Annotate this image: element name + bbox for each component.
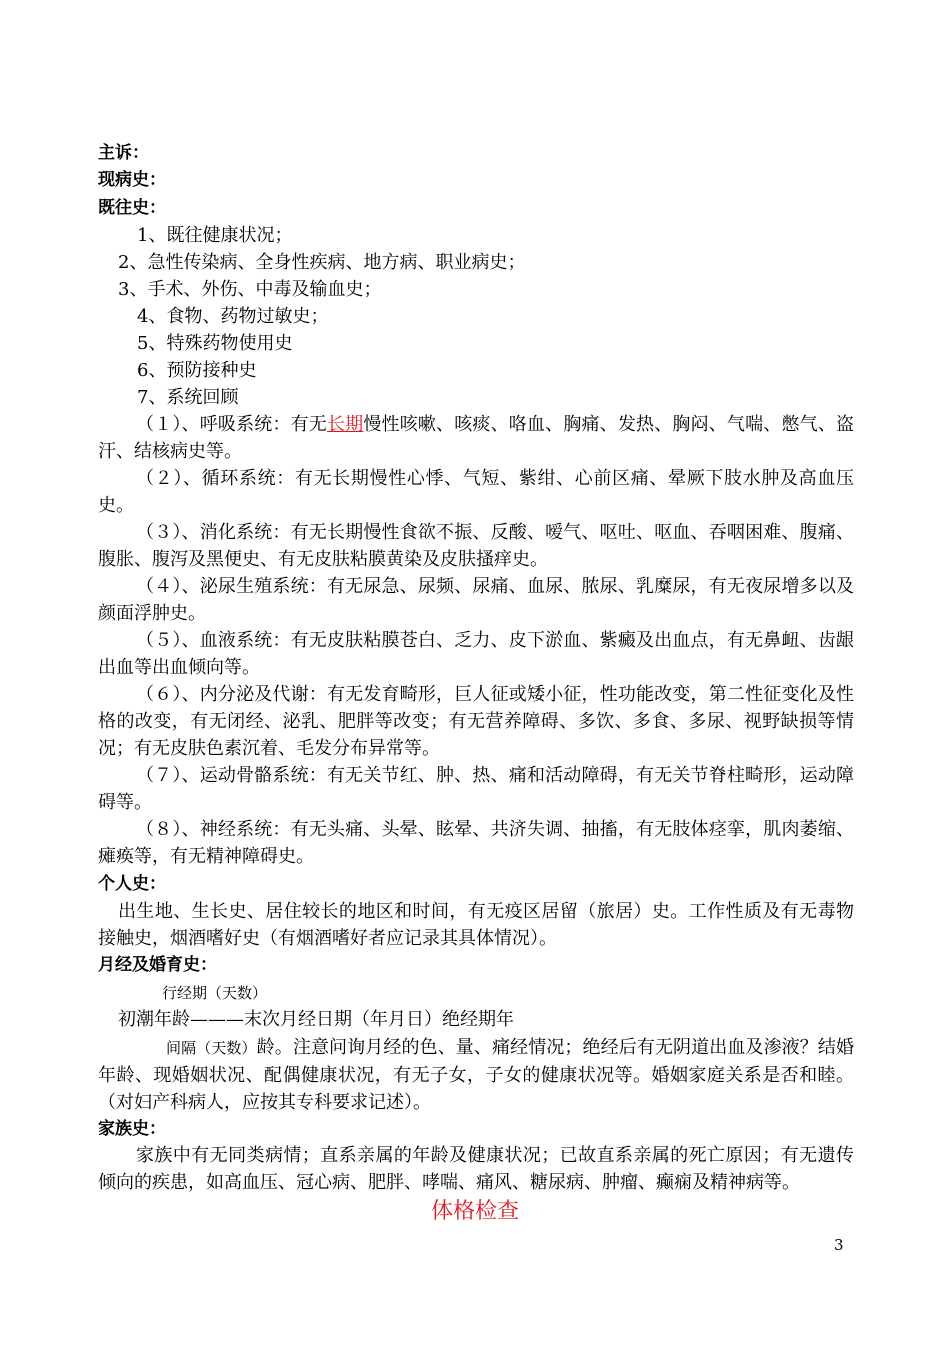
menstrual-formula: 初潮年龄———末次月经日期（年月日）绝经期年: [118, 1009, 514, 1030]
menstrual-text: 龄。注意问询月经的色、量、痛经情况；绝经后有无阴道出血及渗液？结婚年龄、现婚姻状况、配偶健康状况，有无子女，子女的健康状况等。婚姻家庭关系是否和睦。（对妇产科病人，应按其专科要求记述）。: [98, 1037, 854, 1113]
past-item-5: 5、特殊药物使用史: [137, 333, 293, 354]
past-item-4: 4、食物、药物过敏史；: [137, 306, 329, 327]
highlight-long-term: 长期: [326, 414, 364, 435]
heading-past-history: 既往史：: [98, 198, 166, 218]
family-history-text: 家族中有无同类病情；直系亲属的年龄及健康状况；已故直系亲属的死亡原因；有无遗传倾向的疾患，如高血压、冠心病、肥胖、哮喘、痛风、糖尿病、肿瘤、癫痫及精神病等。: [98, 1145, 854, 1193]
personal-history-text: 出生地、生长史、居住较长的地区和时间，有无疫区居留（旅居）史。工作性质及有无毒物接触史，烟酒嗜好史（有烟酒嗜好者应记录其具体情况）。: [98, 901, 854, 949]
section-title-physical-exam: 体格检查: [430, 1199, 519, 1224]
menstrual-interval-label: 间隔（天数）: [166, 1039, 257, 1057]
menstrual-period-label: 行经期（天数）: [162, 984, 268, 1002]
system-digestive: （３）、消化系统：有无长期慢性食欲不振、反酸、嗳气、呕吐、呕血、吞咽困难、腹痛、腹胀、腹泻及黑便史、有无皮肤粘膜黄染及皮肤搔痒史。: [98, 522, 854, 570]
past-item-2: 2、急性传染病、全身性疾病、地方病、职业病史；: [118, 252, 526, 273]
system-circulatory: （２）、循环系统：有无长期慢性心悸、气短、紫绀、心前区痛、晕厥下肢水肿及高血压史。: [98, 468, 854, 516]
heading-personal-history: 个人史：: [98, 874, 166, 894]
heading-present-illness: 现病史：: [98, 170, 166, 190]
past-item-6: 6、预防接种史: [137, 360, 257, 381]
past-item-7: 7、系统回顾: [137, 387, 239, 408]
past-item-3: 3、手术、外伤、中毒及输血史；: [118, 279, 382, 300]
system-nervous: （８）、神经系统：有无头痛、头晕、眩晕、共济失调、抽搐，有无肢体痉挛，肌肉萎缩、瘫痪等，有无精神障碍史。: [98, 819, 854, 867]
heading-menstrual-marital: 月经及婚育史：: [98, 955, 217, 975]
system-respiratory: [98, 411, 854, 465]
heading-family-history: 家族史：: [98, 1119, 166, 1139]
page-number: 3: [834, 1236, 844, 1254]
heading-chief-complaint: 主诉：: [98, 143, 149, 163]
menstrual-paragraph: [98, 1034, 854, 1116]
system-urogenital: （４）、泌尿生殖系统：有无尿急、尿频、尿痛、血尿、脓尿、乳糜尿，有无夜尿增多以及颜面浮肿史。: [98, 576, 854, 624]
system-respiratory-prefix: （１）、呼吸系统：有无: [136, 414, 327, 435]
past-item-1: 1、既往健康状况；: [137, 225, 293, 246]
system-endocrine: （６）、内分泌及代谢：有无发育畸形，巨人征或矮小征，性功能改变，第二性征变化及性格的改变，有无闭经、泌乳、肥胖等改变；有无营养障碍、多饮、多食、多尿、视野缺损等情况；有无皮肤色素沉着、毛发分布异常等。: [98, 684, 854, 759]
system-blood: （５）、血液系统：有无皮肤粘膜苍白、乏力、皮下淤血、紫癜及出血点，有无鼻衄、齿龈出血等出血倾向等。: [98, 630, 854, 678]
system-respiratory-rest: 慢性咳嗽、咳痰、咯血、胸痛、发热、胸闷、气喘、憋气、盗汗、结核病史等。: [98, 414, 855, 462]
system-musculoskeletal: （７）、运动骨骼系统：有无关节红、肿、热、痛和活动障碍，有无关节脊柱畸形，运动障碍等。: [98, 765, 854, 813]
